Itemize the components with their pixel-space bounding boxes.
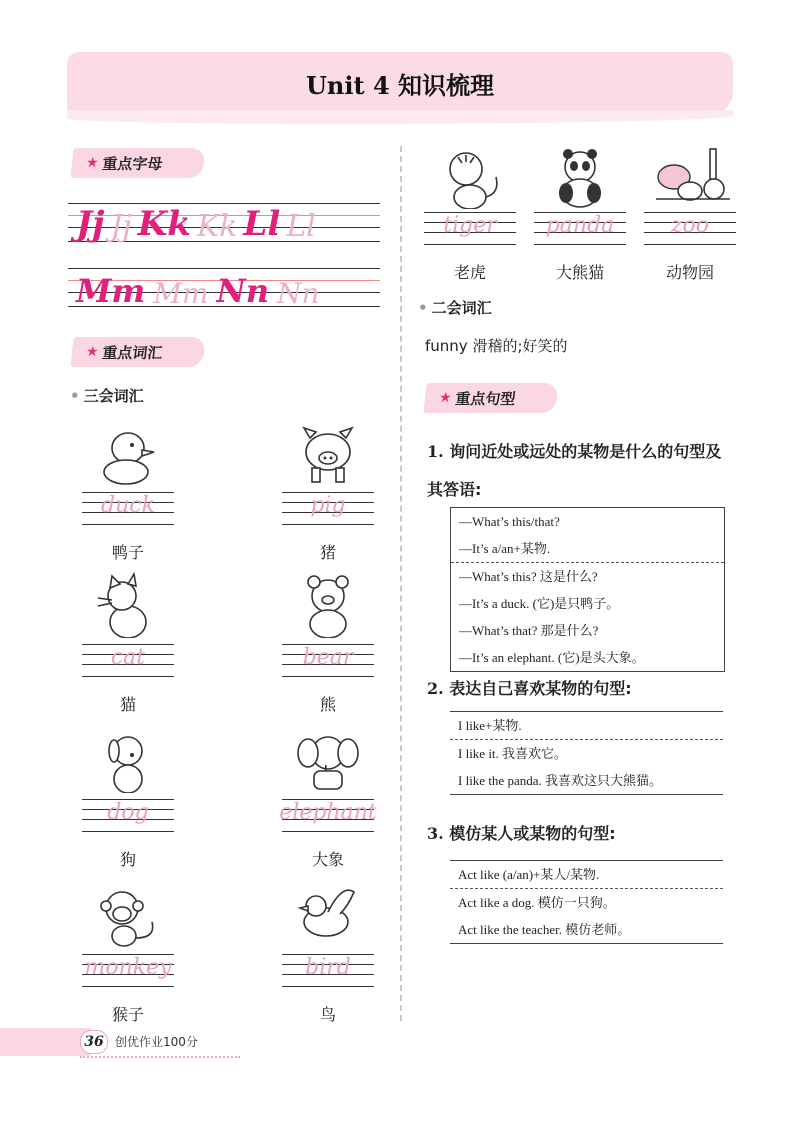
- pig-icon: [278, 420, 378, 486]
- three-skill-heading: • 三会词汇: [70, 387, 144, 405]
- example-line: Act like a dog. 模仿一只狗。: [458, 895, 616, 910]
- monkey-icon: [78, 882, 178, 948]
- two-skill-entry: funny 滑稽的;好笑的: [425, 337, 568, 355]
- pattern-1-heading: 1. 询问近处或远处的某物是什么的句型及其答语:: [427, 442, 722, 499]
- section-tab-sentences: ★ 重点句型: [423, 383, 558, 413]
- word-translation: 猴子: [111, 1005, 144, 1024]
- example-line: I like the panda. 我喜欢这只大熊猫。: [458, 773, 662, 788]
- footer-strip: [0, 1028, 90, 1056]
- footer-dots: [80, 1056, 240, 1058]
- footer-brand: 创优作业100分: [115, 1035, 198, 1049]
- traced-word: pig: [310, 493, 346, 518]
- traced-word: monkey: [84, 955, 172, 980]
- example-line: I like it. 我喜欢它。: [458, 746, 568, 761]
- word-translation: 鸭子: [111, 543, 144, 562]
- star-icon: ★: [85, 344, 100, 360]
- pattern-2-heading: 2. 表达自己喜欢某物的句型:: [427, 679, 632, 698]
- formula-line: Act like (a/an)+某人/某物.: [458, 867, 600, 882]
- letter-trace: Mm: [153, 277, 209, 310]
- page-title: Unit 4 知识梳理: [306, 71, 494, 100]
- letter-trace: Nn: [277, 277, 320, 310]
- word-translation: 老虎: [453, 263, 486, 282]
- pattern-3-heading: 3. 模仿某人或某物的句型:: [427, 824, 616, 843]
- example-line: —What’s that? 那是什么?: [459, 623, 599, 638]
- letter-bold: Jj: [76, 204, 105, 244]
- traced-word: panda: [545, 213, 615, 238]
- traced-word: zoo: [670, 213, 710, 238]
- bird-icon: [278, 882, 378, 948]
- traced-word: bear: [302, 645, 354, 670]
- letter-trace: Jj: [110, 209, 132, 244]
- letter-trace: Kk: [196, 209, 238, 244]
- word-translation: 猫: [119, 695, 136, 714]
- traced-word: cat: [110, 645, 146, 670]
- word-translation: 大象: [311, 850, 344, 869]
- formula-line: I like+某物.: [458, 718, 522, 733]
- letter-bold: Ll: [243, 204, 281, 244]
- example-line: —It’s an elephant. (它)是头大象。: [459, 650, 645, 665]
- letter-trace: Ll: [286, 209, 316, 244]
- word-translation: 鸟: [319, 1005, 336, 1024]
- traced-word: duck: [101, 493, 155, 518]
- word-translation: 猪: [319, 543, 336, 562]
- word-translation: 狗: [119, 850, 136, 869]
- word-translation: 大熊猫: [555, 263, 604, 282]
- example-line: —What’s this? 这是什么?: [459, 569, 598, 584]
- section-tab-vocab: ★ 重点词汇: [70, 337, 205, 367]
- formula-line: —What’s this/that?: [459, 514, 560, 529]
- pattern-2-box: [450, 711, 723, 795]
- letters-row-2: [76, 262, 386, 310]
- formula-line: —It’s a/an+某物.: [459, 541, 551, 556]
- column-divider: [400, 146, 402, 1021]
- page-number: 36: [80, 1030, 108, 1054]
- example-line: Act like the teacher. 模仿老师。: [458, 922, 631, 937]
- dog-icon: [78, 727, 178, 793]
- elephant-icon: [278, 727, 378, 793]
- tiger-icon: [425, 143, 515, 209]
- traced-word: elephant: [279, 800, 377, 825]
- traced-word: bird: [305, 955, 351, 980]
- bullet-icon: •: [418, 299, 428, 317]
- letter-bold: Kk: [137, 204, 191, 244]
- panda-icon: [535, 143, 625, 209]
- duck-icon: [78, 420, 178, 486]
- example-line: —It’s a duck. (它)是只鸭子。: [459, 596, 620, 611]
- bullet-icon: •: [70, 387, 80, 405]
- traced-word: tiger: [443, 213, 497, 238]
- section-tab-letters: ★ 重点字母: [70, 148, 205, 178]
- cat-icon: [78, 572, 178, 638]
- bear-icon: [278, 572, 378, 638]
- letter-bold: Nn: [216, 272, 270, 310]
- zoo-icon: [645, 143, 735, 209]
- two-skill-heading: • 二会词汇: [418, 299, 492, 317]
- letter-bold: Mm: [76, 272, 146, 310]
- word-translation: 熊: [319, 695, 336, 714]
- traced-word: dog: [107, 800, 149, 825]
- letters-row-1: [76, 196, 386, 244]
- pattern-1-box: [450, 507, 725, 672]
- word-translation: 动物园: [665, 263, 714, 282]
- star-icon: ★: [438, 390, 453, 406]
- star-icon: ★: [85, 155, 100, 171]
- pattern-3-box: [450, 860, 723, 944]
